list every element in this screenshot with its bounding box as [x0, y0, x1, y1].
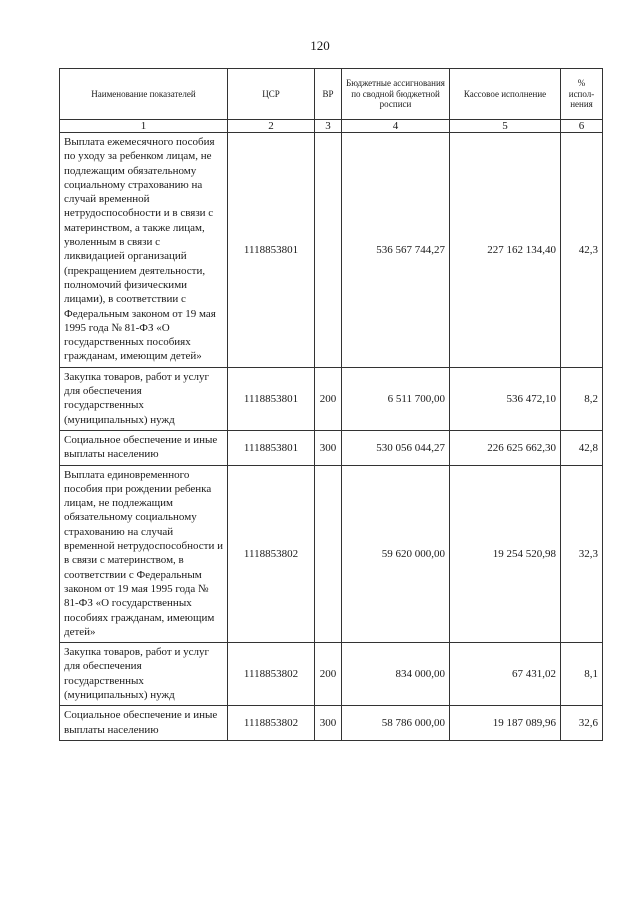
table-row	[60, 430, 603, 465]
cash-execution-cell: 226 625 662,30	[450, 430, 561, 465]
execution-percent-cell: 42,8	[561, 430, 603, 465]
header-cash: Кассовое исполнение	[450, 69, 561, 120]
indicator-name-cell: Выплата единовременного пособия при рождении ребенка лицам, не подлежащим обязательному социальному страхованию на случай временной нетрудоспособности и в связи с материнством, в соответствии с Федеральным законом от 19 мая 1995 года № 81-ФЗ «О государственных пособиях гражданам, имеющим детей»	[60, 465, 228, 643]
budget-allocation-cell: 834 000,00	[342, 643, 450, 706]
page-number: 120	[310, 38, 330, 53]
execution-percent-cell: 32,3	[561, 465, 603, 643]
table-row	[60, 465, 603, 643]
vr-code-cell: 300	[315, 706, 342, 741]
cash-execution-cell: 19 187 089,96	[450, 706, 561, 741]
column-number: 3	[315, 120, 342, 133]
header-vr: ВР	[315, 69, 342, 120]
vr-code-cell	[315, 465, 342, 643]
table-header-row	[60, 69, 603, 120]
indicator-name-cell: Закупка товаров, работ и услуг для обеспечения государственных (муниципальных) нужд	[60, 643, 228, 706]
header-budget: Бюджетные ассигнования по сводной бюджетной росписи	[342, 69, 450, 120]
csr-code-cell: 1118853801	[228, 367, 315, 430]
vr-code-cell: 200	[315, 643, 342, 706]
column-number-row	[60, 120, 603, 133]
indicator-name-cell: Выплата ежемесячного пособия по уходу за ребенком лицам, не подлежащим обязательному социальному страхованию на случай временной нетрудоспособности и в связи с материнством, а также лицам, уволенным в связи с ликвидацией организаций (прекращением деятельности, полномочий физическими лицами), в соответствии с Федеральным законом от 19 мая 1995 года № 81-ФЗ «О государственных пособиях гражданам, имеющим детей»	[60, 133, 228, 368]
budget-execution-table	[59, 68, 603, 741]
cash-execution-cell: 19 254 520,98	[450, 465, 561, 643]
indicator-name-cell: Социальное обеспечение и иные выплаты населению	[60, 706, 228, 741]
vr-code-cell	[315, 133, 342, 368]
budget-allocation-cell: 530 056 044,27	[342, 430, 450, 465]
execution-percent-cell: 32,6	[561, 706, 603, 741]
budget-allocation-cell: 58 786 000,00	[342, 706, 450, 741]
column-number: 1	[60, 120, 228, 133]
cash-execution-cell: 227 162 134,40	[450, 133, 561, 368]
table-row	[60, 367, 603, 430]
column-number: 4	[342, 120, 450, 133]
vr-code-cell: 200	[315, 367, 342, 430]
execution-percent-cell: 8,1	[561, 643, 603, 706]
indicator-name-cell: Закупка товаров, работ и услуг для обеспечения государственных (муниципальных) нужд	[60, 367, 228, 430]
column-number: 6	[561, 120, 603, 133]
indicator-name-cell: Социальное обеспечение и иные выплаты населению	[60, 430, 228, 465]
table-row	[60, 643, 603, 706]
csr-code-cell: 1118853802	[228, 706, 315, 741]
header-csr: ЦСР	[228, 69, 315, 120]
cash-execution-cell: 67 431,02	[450, 643, 561, 706]
column-number: 5	[450, 120, 561, 133]
budget-allocation-cell: 536 567 744,27	[342, 133, 450, 368]
budget-allocation-cell: 6 511 700,00	[342, 367, 450, 430]
vr-code-cell: 300	[315, 430, 342, 465]
csr-code-cell: 1118853801	[228, 133, 315, 368]
execution-percent-cell: 8,2	[561, 367, 603, 430]
table-row	[60, 706, 603, 741]
table-row	[60, 133, 603, 368]
column-number: 2	[228, 120, 315, 133]
cash-execution-cell: 536 472,10	[450, 367, 561, 430]
execution-percent-cell: 42,3	[561, 133, 603, 368]
header-percent: % испол-нения	[561, 69, 603, 120]
csr-code-cell: 1118853802	[228, 465, 315, 643]
header-name: Наименование показателей	[60, 69, 228, 120]
csr-code-cell: 1118853801	[228, 430, 315, 465]
csr-code-cell: 1118853802	[228, 643, 315, 706]
budget-allocation-cell: 59 620 000,00	[342, 465, 450, 643]
